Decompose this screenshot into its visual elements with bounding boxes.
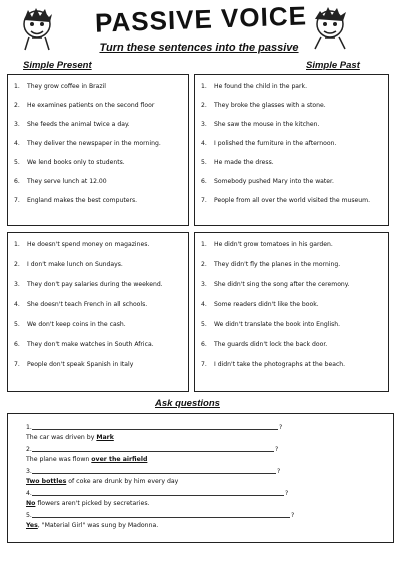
question-number: 4. <box>26 490 32 497</box>
exercise-number: 6. <box>14 178 20 185</box>
exercise-number: 3. <box>201 121 207 128</box>
exercise-number: 7. <box>14 197 20 204</box>
answer-underlined-text: over the airfield <box>91 456 148 463</box>
exercise-number: 7. <box>201 197 207 204</box>
exercise-sentence: They serve lunch at 12.00 <box>27 178 107 185</box>
exercise-number: 2. <box>201 102 207 109</box>
question-number: 2. <box>26 446 32 453</box>
exercise-item <box>195 83 388 91</box>
exercise-sentence: I didn't take the photographs at the beach. <box>214 361 346 368</box>
exercise-item <box>8 321 188 329</box>
question-mark: ? <box>275 446 279 453</box>
exercise-number: 4. <box>14 301 20 308</box>
exercise-sentence: They deliver the newspaper in the morning. <box>27 140 161 147</box>
question-answer-line[interactable] <box>32 451 274 452</box>
page-subtitle: Turn these sentences into the passive <box>99 42 299 54</box>
exercise-sentence: I polished the furniture in the afternoon. <box>214 140 337 147</box>
page-title: PASSIVE VOICE <box>94 0 308 38</box>
question-mark: ? <box>291 512 295 519</box>
exercise-sentence: England makes the best computers. <box>27 197 138 204</box>
exercise-sentence: We didn't translate the book into English. <box>214 321 341 328</box>
exercise-number: 1. <box>14 83 20 90</box>
exercise-number: 4. <box>201 140 207 147</box>
exercise-number: 6. <box>14 341 20 348</box>
exercise-box-past-affirmative <box>194 74 389 226</box>
answer-text: of coke are drunk by him every day <box>66 478 179 485</box>
exercise-item <box>195 197 388 205</box>
exercise-item <box>195 178 388 186</box>
exercise-number: 5. <box>201 159 207 166</box>
exercise-item <box>195 121 388 129</box>
exercise-number: 5. <box>14 321 20 328</box>
exercise-number: 2. <box>201 261 207 268</box>
questions-box <box>7 413 394 543</box>
question-answer-sentence <box>26 500 150 508</box>
question-line[interactable] <box>26 424 282 432</box>
exercise-sentence: She saw the mouse in the kitchen. <box>214 121 320 128</box>
exercise-sentence: He examines patients on the second floor <box>27 102 155 109</box>
exercise-sentence: Somebody pushed Mary into the water. <box>214 178 334 185</box>
answer-underlined-text: Yes <box>26 522 38 529</box>
exercise-sentence: They don't pay salaries during the weekend. <box>27 281 163 288</box>
exercise-item <box>195 241 388 249</box>
question-mark: ? <box>285 490 289 497</box>
answer-underlined-text: No <box>26 500 36 507</box>
answer-text: , "Material Girl" was sung by Madonna. <box>37 522 159 529</box>
exercise-sentence: I don't make lunch on Sundays. <box>27 261 123 268</box>
answer-underlined-text: Two bottles <box>26 478 67 485</box>
question-line[interactable] <box>26 446 278 454</box>
exercise-number: 6. <box>201 178 207 185</box>
section-label-ask-questions: Ask questions <box>155 398 220 409</box>
exercise-sentence: They broke the glasses with a stone. <box>214 102 326 109</box>
question-answer-sentence <box>26 456 147 464</box>
exercise-sentence: We don't keep coins in the cash. <box>27 321 126 328</box>
question-number: 5. <box>26 512 32 519</box>
exercise-number: 2. <box>14 261 20 268</box>
question-line[interactable] <box>26 512 294 520</box>
exercise-item <box>8 140 188 148</box>
question-answer-sentence <box>26 522 158 530</box>
exercise-number: 3. <box>14 281 20 288</box>
exercise-item <box>8 197 188 205</box>
exercise-number: 3. <box>14 121 20 128</box>
exercise-item <box>195 301 388 309</box>
exercise-item <box>8 178 188 186</box>
exercise-sentence: He didn't grow tomatoes in his garden. <box>214 241 333 248</box>
exercise-item <box>8 361 188 369</box>
exercise-sentence: Some readers didn't like the book. <box>214 301 319 308</box>
question-answer-line[interactable] <box>32 473 276 474</box>
answer-underlined-text: Mark <box>96 434 114 441</box>
exercise-sentence: They grow coffee in Brazil <box>27 83 106 90</box>
answer-text: The car was driven by <box>26 434 97 441</box>
exercise-sentence: We lend books only to students. <box>27 159 125 166</box>
exercise-item <box>8 83 188 91</box>
exercise-item <box>195 102 388 110</box>
exercise-item <box>195 159 388 167</box>
exercise-item <box>8 281 188 289</box>
exercise-sentence: People from all over the world visited the museum. <box>214 197 371 204</box>
exercise-number: 3. <box>201 281 207 288</box>
cartoon-boy-icon <box>12 2 62 52</box>
exercise-item <box>195 341 388 349</box>
exercise-item <box>195 140 388 148</box>
exercise-number: 5. <box>14 159 20 166</box>
exercise-number: 2. <box>14 102 20 109</box>
exercise-sentence: She feeds the animal twice a day. <box>27 121 130 128</box>
section-label-simple-past: Simple Past <box>306 60 360 71</box>
exercise-item <box>8 301 188 309</box>
question-line[interactable] <box>26 468 280 476</box>
question-line[interactable] <box>26 490 288 498</box>
question-mark: ? <box>277 468 281 475</box>
exercise-sentence: He doesn't spend money on magazines. <box>27 241 150 248</box>
exercise-item <box>195 281 388 289</box>
exercise-sentence: The guards didn't lock the back door. <box>214 341 328 348</box>
exercise-number: 7. <box>14 361 20 368</box>
exercise-item <box>195 361 388 369</box>
answer-text: flowers aren't picked by secretaries. <box>35 500 150 507</box>
question-answer-sentence <box>26 478 178 486</box>
question-answer-line[interactable] <box>32 517 290 518</box>
question-answer-line[interactable] <box>32 429 278 430</box>
section-label-simple-present: Simple Present <box>23 60 92 71</box>
exercise-sentence: They didn't fly the planes in the morning. <box>214 261 341 268</box>
exercise-item <box>8 121 188 129</box>
exercise-box-past-negative <box>194 232 389 392</box>
exercise-number: 1. <box>201 241 207 248</box>
exercise-item <box>195 321 388 329</box>
exercise-item <box>8 159 188 167</box>
exercise-box-present-affirmative <box>7 74 189 226</box>
question-number: 3. <box>26 468 32 475</box>
exercise-box-present-negative <box>7 232 189 392</box>
question-number: 1. <box>26 424 32 431</box>
exercise-item <box>8 261 188 269</box>
question-mark: ? <box>279 424 283 431</box>
exercise-sentence: They don't make watches in South Africa. <box>27 341 154 348</box>
exercise-item <box>195 261 388 269</box>
exercise-number: 4. <box>14 140 20 147</box>
exercise-item <box>8 102 188 110</box>
question-answer-sentence <box>26 434 114 442</box>
exercise-sentence: She didn't sing the song after the ceremony. <box>214 281 350 288</box>
exercise-number: 7. <box>201 361 207 368</box>
exercise-number: 1. <box>14 241 20 248</box>
answer-text: The plane was flown <box>26 456 92 463</box>
exercise-sentence: He made the dress. <box>214 159 274 166</box>
exercise-item <box>8 341 188 349</box>
exercise-number: 4. <box>201 301 207 308</box>
question-answer-line[interactable] <box>32 495 284 496</box>
exercise-number: 5. <box>201 321 207 328</box>
exercise-sentence: People don't speak Spanish in Italy <box>27 361 134 368</box>
exercise-number: 1. <box>201 83 207 90</box>
exercise-number: 6. <box>201 341 207 348</box>
exercise-item <box>8 241 188 249</box>
exercise-sentence: She doesn't teach French in all schools. <box>27 301 148 308</box>
exercise-sentence: He found the child in the park. <box>214 83 308 90</box>
